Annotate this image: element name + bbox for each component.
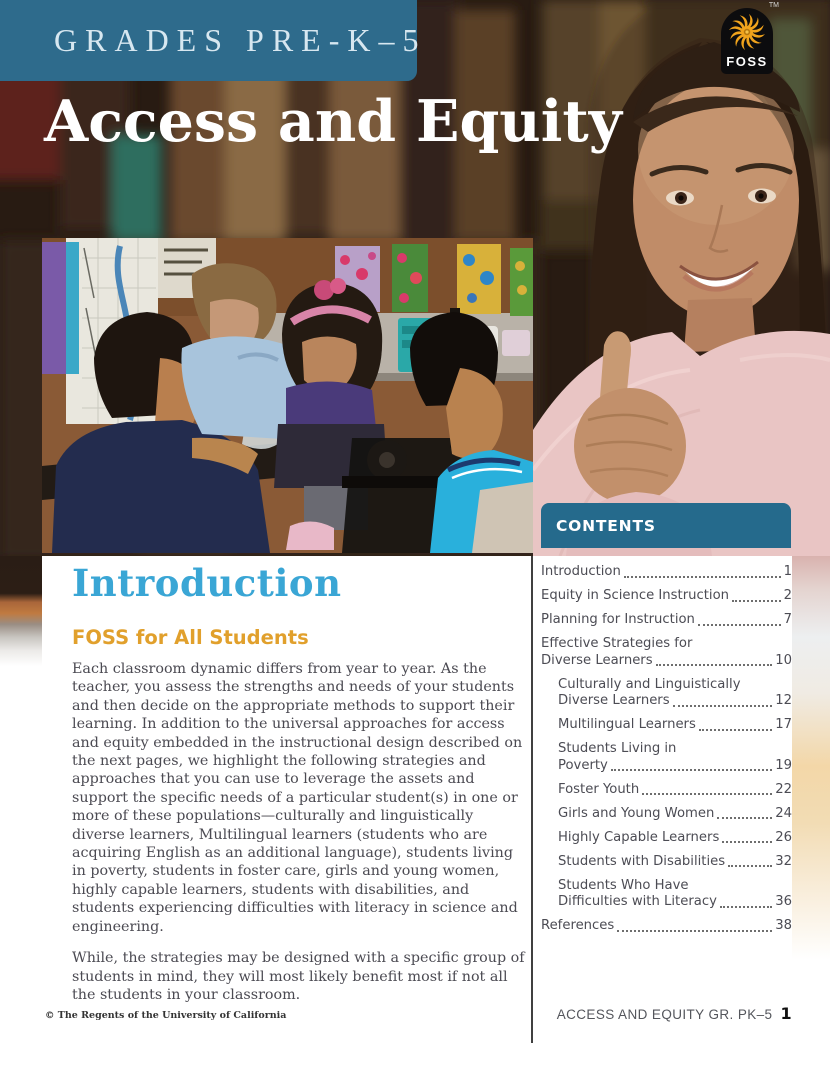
toc-page-number: 1	[783, 564, 792, 579]
toc-entry-label: Difficulties with Literacy	[558, 894, 717, 909]
running-footer	[557, 1004, 792, 1023]
toc-entry[interactable]	[541, 854, 792, 871]
left-edge-photo-fade	[0, 556, 42, 666]
toc-leader-dots	[698, 624, 781, 626]
toc-entry[interactable]	[541, 782, 792, 799]
toc-entry-label: Effective Strategies for	[541, 636, 693, 651]
toc-leader-dots	[673, 705, 773, 707]
toc-page-number: 19	[775, 757, 792, 773]
trademark-symbol: TM	[768, 2, 779, 9]
subsection-title: FOSS for All Students	[72, 626, 309, 649]
toc-entry[interactable]	[541, 741, 792, 774]
classroom-photo	[42, 238, 533, 553]
toc-entry-label: Highly Capable Learners	[558, 829, 720, 845]
section-title: Introduction	[72, 561, 342, 605]
toc-entry-label: Diverse Learners	[541, 652, 653, 668]
toc-page-number: 10	[775, 652, 792, 668]
toc-entry-label: Students Living in	[558, 741, 677, 756]
toc-page-number: 26	[775, 829, 792, 845]
toc-leader-dots	[699, 729, 772, 731]
contents-header	[541, 503, 791, 548]
introduction-section	[72, 561, 529, 1004]
toc-page-number: 36	[775, 894, 792, 909]
body-paragraph: While, the strategies may be designed with a specific group of students in mind, they will most likely benefit most if not all the students in your classroom.	[72, 950, 525, 1003]
toc-entry[interactable]	[541, 878, 792, 911]
toc-entry-label: Equity in Science Instruction	[541, 588, 729, 603]
page-title: Access and Equity	[44, 88, 622, 155]
toc-list	[541, 564, 792, 942]
grade-banner	[0, 0, 427, 81]
toc-page-number: 38	[775, 918, 792, 933]
toc-entry[interactable]	[541, 677, 792, 710]
toc-entry[interactable]	[541, 806, 792, 823]
toc-page-number: 22	[775, 781, 792, 797]
toc-entry[interactable]	[541, 636, 792, 669]
toc-entry-label: Students with Disabilities	[558, 853, 726, 869]
contents-header-label: CONTENTS	[556, 516, 656, 535]
toc-entry-label: Diverse Learners	[558, 693, 670, 708]
toc-leader-dots	[717, 817, 772, 819]
foss-logo	[719, 2, 779, 78]
toc-entry-label: Poverty	[558, 757, 608, 773]
footer-page-number: 1	[780, 1004, 792, 1023]
toc-entry-label: Introduction	[541, 564, 621, 579]
toc-page-number: 17	[775, 717, 792, 732]
toc-leader-dots	[732, 600, 781, 602]
toc-leader-dots	[642, 793, 772, 795]
footer-doc-title: ACCESS AND EQUITY GR. PK–5	[556, 1007, 773, 1022]
toc-entry[interactable]	[541, 564, 792, 581]
toc-entry[interactable]	[541, 588, 792, 605]
toc-leader-dots	[656, 664, 773, 666]
grade-banner-label: GRADES PRE-K–5	[54, 22, 427, 58]
foss-sun-icon	[727, 12, 767, 52]
toc-page-number: 32	[775, 853, 792, 869]
copyright-notice: © The Regents of the University of California	[45, 1010, 287, 1021]
toc-entry-label: Foster Youth	[558, 781, 640, 797]
toc-entry-label: Multilingual Learners	[558, 717, 696, 732]
toc-entry[interactable]	[541, 717, 792, 734]
right-edge-photo-fade	[792, 556, 830, 960]
toc-leader-dots	[722, 841, 772, 843]
foss-logo-text: FOSS	[726, 54, 768, 69]
toc-entry-label: References	[541, 918, 615, 933]
column-divider	[531, 556, 533, 1043]
toc-leader-dots	[728, 865, 772, 867]
toc-page-number: 12	[775, 693, 792, 708]
toc-leader-dots	[624, 576, 781, 578]
toc-page-number: 2	[783, 588, 792, 603]
toc-leader-dots	[617, 930, 772, 932]
toc-entry[interactable]	[541, 612, 792, 629]
toc-entry[interactable]	[541, 918, 792, 935]
toc-entry-label: Students Who Have	[558, 877, 689, 893]
toc-page-number: 7	[783, 612, 792, 627]
toc-leader-dots	[611, 769, 772, 771]
toc-entry-label: Girls and Young Women	[558, 805, 715, 821]
toc-page-number: 24	[775, 805, 792, 821]
toc-entry-label: Culturally and Linguistically	[558, 676, 741, 692]
toc-entry-label: Planning for Instruction	[541, 612, 695, 627]
toc-leader-dots	[720, 906, 772, 908]
body-paragraph: Each classroom dynamic differs from year to year. As the teacher, you assess the strengths and needs of your students and then decide on the appropriate methods to support their learning. In addition to the universal approaches for access and equity embedded in the instructional design described on the next pages, we highlight the following strategies and approaches that you can use to leverage the assets and support the specific needs of a particular student(s) in one or more of these populations—culturally and linguistically diverse learners, Multilingual learners (students who are acquiring English as an additional language), students living in poverty, students in foster care, girls and young women, highly capable learners, students with disabilities, and students experiencing difficulties with literacy in science and engineering.	[72, 661, 523, 935]
toc-entry[interactable]	[541, 830, 792, 847]
